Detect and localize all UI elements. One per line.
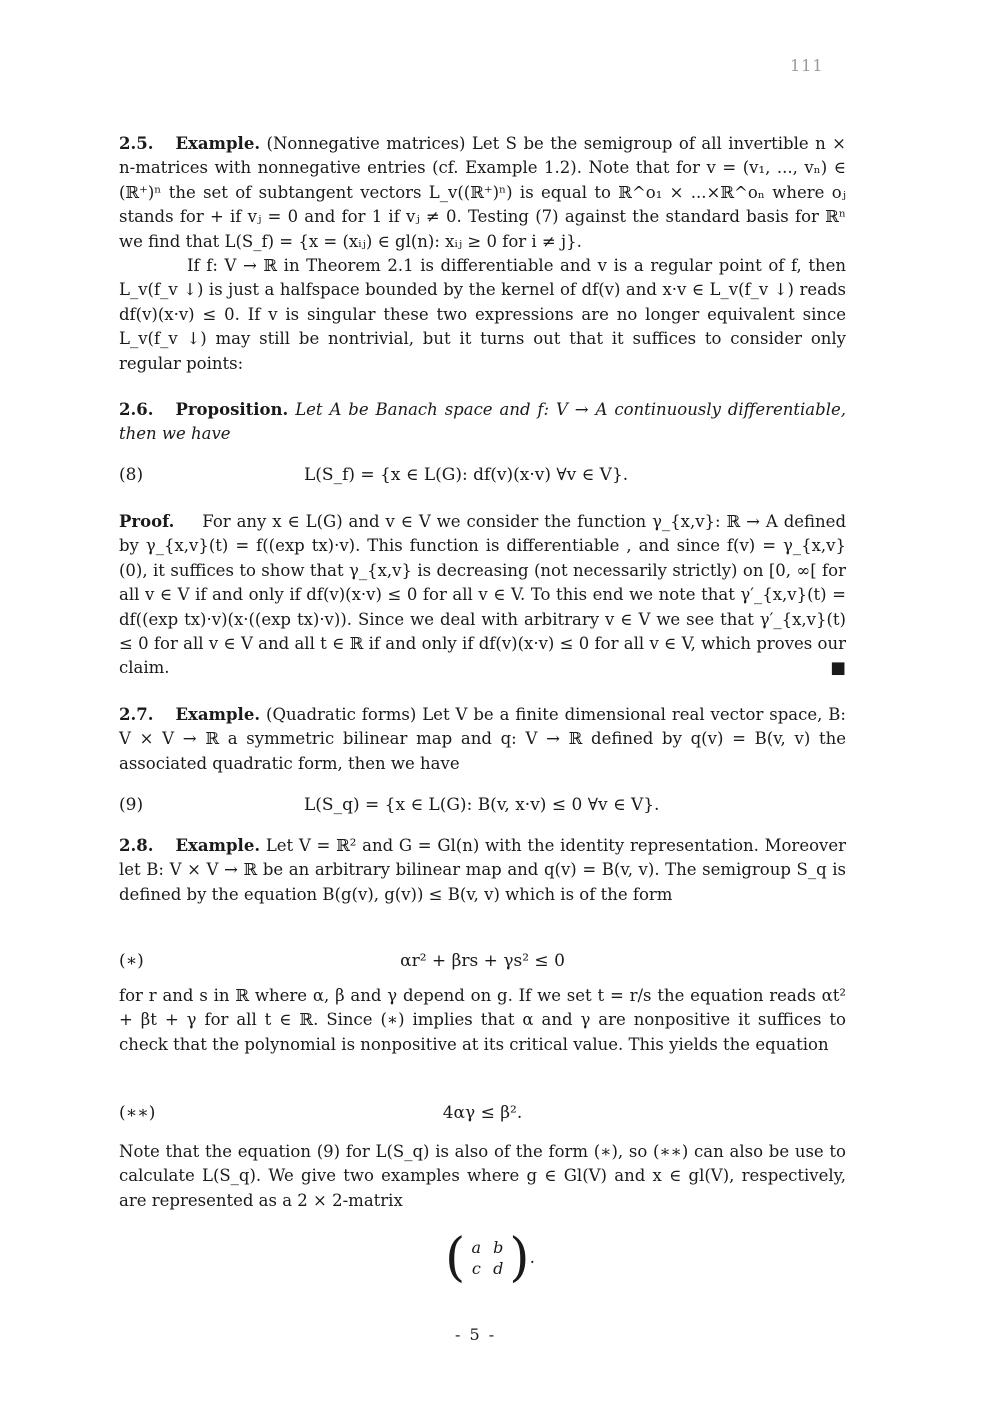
example-2-5-number: 2.5.	[119, 134, 154, 153]
proposition-2-6-number: 2.6.	[119, 400, 154, 419]
equation-star-star-label: (∗∗)	[119, 1103, 156, 1123]
equation-8-body: L(S_f) = {x ∈ L(G): df(v)(x·v) ∀v ∈ V}.	[304, 465, 629, 485]
after-star-paragraph	[119, 984, 846, 1057]
equation-8	[119, 462, 846, 488]
theorem-2-1-remark	[119, 254, 846, 376]
equation-star-label: (∗)	[119, 951, 144, 971]
example-2-7-title: Example.	[175, 705, 261, 724]
matrix-2x2	[445, 1230, 535, 1286]
after-star-text: for r and s in ℝ where α, β and γ depend on g. If we set t = r/s the equation reads αt² + βt + γ for all t ∈ ℝ. Since (∗) implies that α and γ are nonpositive it suffices to check that the polynomial is nonpositive at its critical value. This yields the equation	[119, 986, 846, 1054]
example-2-5-text: (Nonnegative matrices) Let S be the semigroup of all invertible n × n-matrices with nonnegative entries (cf. Example 1.2). Note that for v = (v₁, ..., vₙ) ∈ (ℝ⁺)ⁿ the set of subtangent vectors L_v((ℝ⁺)ⁿ) is equal to ℝ^o₁ × ...×ℝ^oₙ where oⱼ stands for + if vⱼ = 0 and for 1 if vⱼ ≠ 0. Testing (7) against the standard basis for ℝⁿ we find that L(S_f) = {x = (xᵢⱼ) ∈ gl(n): xᵢⱼ ≥ 0 for i ≠ j}.	[119, 134, 847, 251]
matrix-period: .	[529, 1248, 535, 1268]
page-number: 111	[790, 56, 824, 75]
final-paragraph	[119, 1140, 846, 1213]
proof-text: For any x ∈ L(G) and v ∈ V we consider the function γ_{x,v}: ℝ → A defined by γ_{x,v}(t) = f((exp tx)·v). This function is differentiable , and since f(v) = γ_{x,v}(0), it suffices to show that γ_{x,v} is decreasing (not necessarily strictly) on [0, ∞[ for all v ∈ V if and only if df(v)(x·v) ≤ 0 for all v ∈ V. To this end we note that γ′_{x,v}(t) = df((exp tx)·v)(x·((exp tx)·v)). Since we deal with arbitrary v ∈ V we see that γ′_{x,v}(t) ≤ 0 for all v ∈ V and all t ∈ ℝ if and only if df(v)(x·v) ≤ 0 for all v ∈ V, which proves our claim.	[119, 512, 847, 678]
equation-9	[119, 792, 846, 818]
example-2-5	[119, 132, 846, 254]
matrix-entry-c: c	[471, 1259, 481, 1278]
matrix-entry-a: a	[471, 1238, 482, 1257]
matrix-entries	[465, 1238, 509, 1278]
example-2-5-title: Example.	[175, 134, 261, 153]
matrix-entry-d: d	[493, 1259, 504, 1278]
example-2-7-number: 2.7.	[119, 705, 154, 724]
proof-head: Proof.	[119, 512, 175, 531]
equation-star-body: αr² + βrs + γs² ≤ 0	[400, 951, 565, 971]
equation-star-star-body: 4αγ ≤ β².	[442, 1103, 523, 1123]
right-paren: )	[509, 1228, 530, 1288]
example-2-8	[119, 834, 846, 907]
equation-8-label: (8)	[119, 465, 144, 485]
theorem-2-1-remark-text: If f: V → ℝ in Theorem 2.1 is differentiable and v is a regular point of f, then L_v(f_v ↓) is just a halfspace bounded by the kernel of df(v) and x·v ∈ L_v(f_v ↓) reads df(v)(x·v) ≤ 0. If v is singular these two expressions are no longer equivalent since L_v(f_v ↓) may still be nontrivial, but it turns out that it suffices to consider only regular points:	[119, 256, 846, 373]
matrix-entry-b: b	[493, 1238, 504, 1257]
example-2-8-text: Let V = ℝ² and G = Gl(n) with the identity representation. Moreover let B: V × V → ℝ be an arbitrary bilinear map and q(v) = B(v, v). The semigroup S_q is defined by the equation B(g(v), g(v)) ≤ B(v, v) which is of the form	[119, 836, 846, 904]
qed-mark: ■	[830, 658, 846, 678]
equation-9-label: (9)	[119, 795, 144, 815]
equation-star	[119, 948, 846, 974]
equation-9-body: L(S_q) = {x ∈ L(G): B(v, x·v) ≤ 0 ∀v ∈ V}.	[304, 795, 660, 815]
proposition-2-6-text: Let A be Banach space and f: V → A continuously differentiable, then we have	[119, 400, 846, 444]
proposition-2-6	[119, 398, 846, 447]
footer-page-label: - 5 -	[455, 1325, 497, 1344]
example-2-8-number: 2.8.	[119, 836, 154, 855]
final-text: Note that the equation (9) for L(S_q) is also of the form (∗), so (∗∗) can also be use to calculate L(S_q). We give two examples where g ∈ Gl(V) and x ∈ gl(V), respectively, are represented as a 2 × 2-matrix	[119, 1142, 846, 1210]
equation-star-star	[119, 1100, 846, 1126]
proof	[119, 510, 846, 681]
example-2-7	[119, 703, 846, 776]
example-2-7-text: (Quadratic forms) Let V be a finite dimensional real vector space, B: V × V → ℝ a symmetric bilinear map and q: V → ℝ defined by q(v) = B(v, v) the associated quadratic form, then we have	[119, 705, 846, 773]
left-paren: (	[445, 1228, 466, 1288]
example-2-8-title: Example.	[175, 836, 261, 855]
proposition-2-6-title: Proposition.	[175, 400, 289, 419]
